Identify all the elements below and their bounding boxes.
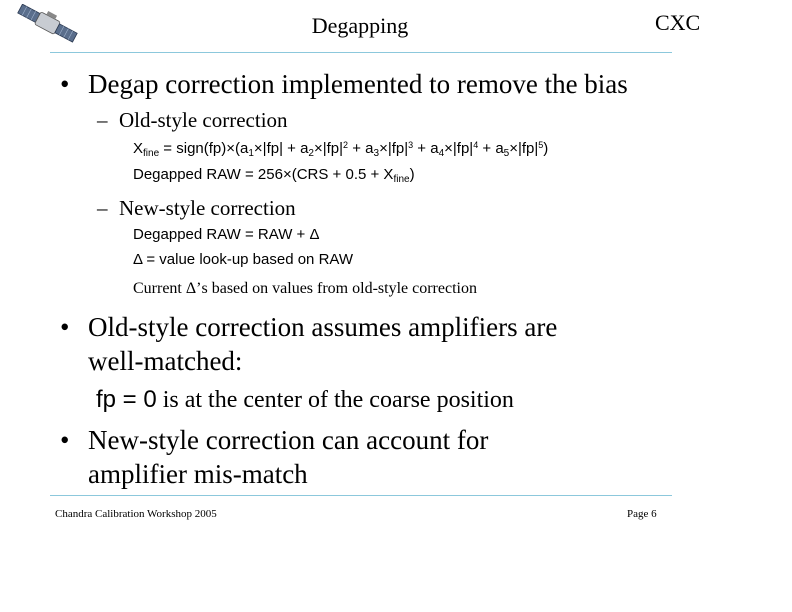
- dash-marker: –: [97, 196, 108, 220]
- formula-xfine: $X_{fine}$ = $sign(fp)\times(a_1\times|fp| + a_2\times|fp|^2 + a_3\times|fp|^3 + a_4\times|fp|^4 + a_5\times|fp|^5)$: [133, 140, 549, 159]
- bullet-new-style-accounts-cont: amplifier mis-match: [88, 459, 308, 489]
- sub-new-style: [97, 196, 296, 221]
- bullet-degap: [60, 69, 628, 100]
- bullet-new-style-accounts: [60, 425, 488, 456]
- bullet-marker: •: [60, 425, 70, 455]
- fp-center-note: [96, 386, 514, 414]
- bullet-marker: •: [60, 312, 70, 342]
- footer-divider: [50, 495, 672, 496]
- footer-page-number: Page 6: [627, 508, 657, 520]
- page-title: Degapping: [311, 13, 409, 38]
- footer-workshop: Chandra Calibration Workshop 2005: [55, 508, 217, 520]
- sub-text: New-style correction: [119, 196, 296, 220]
- fp-code: fp = 0: [96, 386, 157, 413]
- formula-degapped-raw-new: Degapped RAW = RAW + Δ: [133, 226, 320, 243]
- dash-marker: –: [97, 108, 108, 132]
- bullet-text: Degap correction implemented to remove the bias: [88, 69, 628, 99]
- bullet-text: Old-style correction assumes amplifiers are: [88, 312, 558, 342]
- bullet-marker: •: [60, 69, 70, 99]
- bullet-old-style-assumes: [60, 312, 557, 343]
- sub-text: Old-style correction: [119, 108, 288, 132]
- current-delta-note: Current Δ’s based on values from old-style correction: [133, 280, 477, 297]
- sub-old-style: [97, 108, 288, 133]
- bullet-text: New-style correction can account for: [88, 425, 489, 455]
- bullet-old-style-assumes-cont: well-matched:: [88, 346, 243, 376]
- org-label: CXC: [655, 10, 701, 35]
- fp-rest: is at the center of the coarse position: [156, 387, 514, 413]
- header-divider: [50, 52, 672, 53]
- formula-delta-lookup: Δ = value look-up based on RAW: [133, 251, 354, 268]
- formula-degapped-raw-old: Degapped RAW = $256\times(CRS + 0.5 + X_{fine})$: [133, 166, 415, 185]
